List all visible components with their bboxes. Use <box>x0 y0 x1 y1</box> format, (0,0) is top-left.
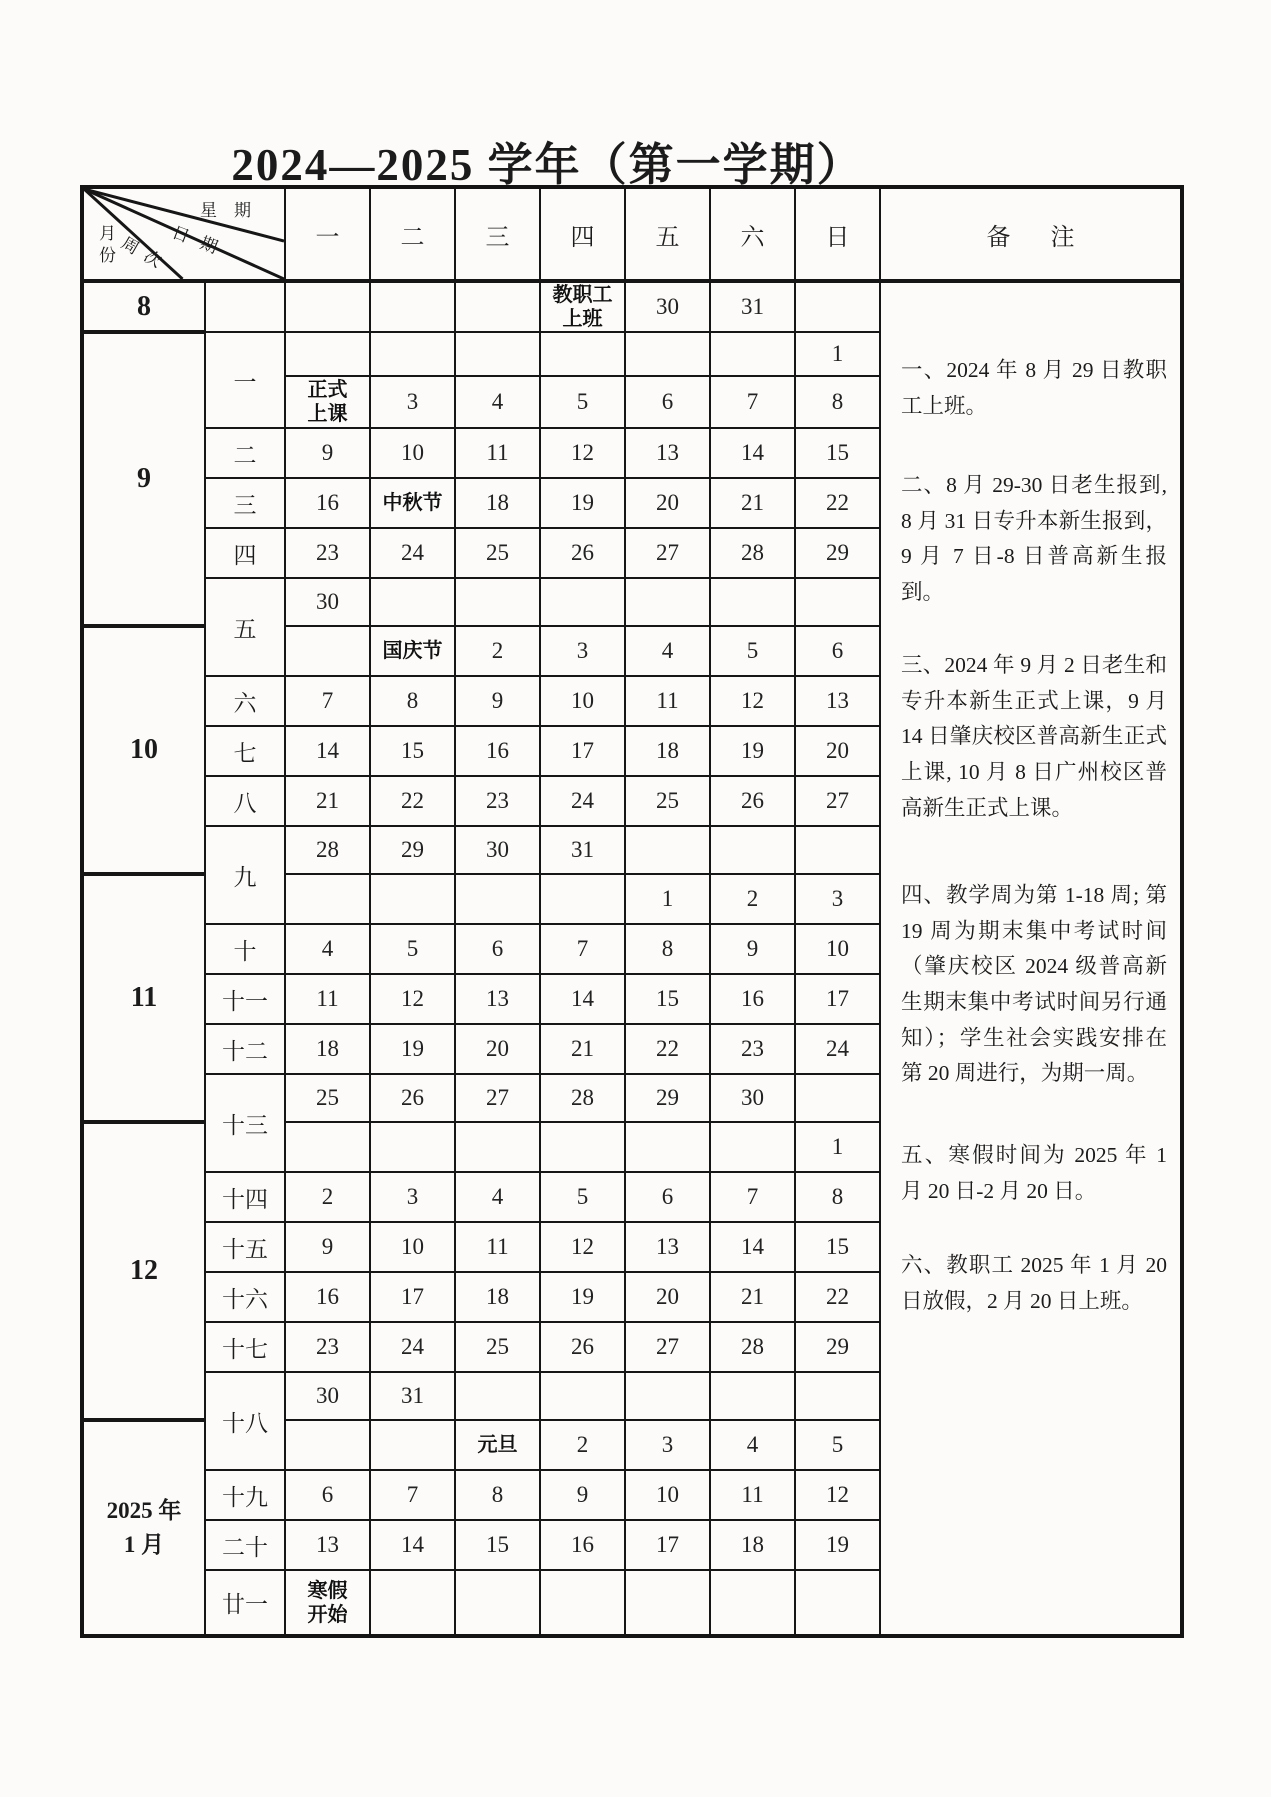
day-cell: 4 <box>710 1420 795 1470</box>
day-cell: 16 <box>540 1520 625 1570</box>
day-cell-empty <box>455 332 540 376</box>
day-cell-empty <box>455 1570 540 1636</box>
day-cell: 2 <box>710 874 795 924</box>
day-cell: 12 <box>540 1222 625 1272</box>
day-cell: 23 <box>710 1024 795 1074</box>
day-cell: 13 <box>285 1520 370 1570</box>
corner-label-date: 日期 <box>169 222 233 262</box>
day-cell: 17 <box>625 1520 710 1570</box>
corner-label-weekday: 星期 <box>200 201 268 220</box>
day-cell: 18 <box>710 1520 795 1570</box>
day-cell: 6 <box>285 1470 370 1520</box>
day-cell: 2 <box>540 1420 625 1470</box>
day-cell: 19 <box>540 478 625 528</box>
remarks-cell <box>880 281 1182 1636</box>
day-cell: 24 <box>540 776 625 826</box>
day-cell-empty <box>455 874 540 924</box>
week-number-label: 十一 <box>205 974 285 1024</box>
day-cell-empty <box>455 1122 540 1172</box>
day-cell: 8 <box>370 676 455 726</box>
day-cell: 7 <box>710 1172 795 1222</box>
month-label: 8 <box>82 281 205 332</box>
day-cell: 26 <box>540 1322 625 1372</box>
day-cell: 15 <box>795 1222 880 1272</box>
day-cell: 30 <box>285 578 370 626</box>
day-cell: 1 <box>795 332 880 376</box>
week-number-label: 十八 <box>205 1372 285 1470</box>
day-cell: 27 <box>625 528 710 578</box>
remark-item: 三、2024 年 9 月 2 日老生和专升本新生正式上课，9 月 14 日肇庆校区普高新生正式上课, 10 月 8 日广州校区普高新生正式上课。 <box>901 653 1167 820</box>
week-number-label: 十六 <box>205 1272 285 1322</box>
remark-item: 四、教学周为第 1-18 周; 第 19 周为期末集中考试时间（肇庆校区 2024 级普高新生期末集中考试时间另行通知）；学生社会实践安排在第 20 周进行，为期一周。 <box>901 883 1167 1086</box>
day-cell: 22 <box>795 478 880 528</box>
month-label: 2025 年 1 月 <box>82 1420 205 1636</box>
day-cell: 16 <box>285 1272 370 1322</box>
day-cell: 11 <box>285 974 370 1024</box>
day-cell: 9 <box>285 1222 370 1272</box>
day-cell-empty <box>285 332 370 376</box>
day-cell-empty <box>455 281 540 332</box>
day-cell: 10 <box>625 1470 710 1520</box>
day-cell: 11 <box>455 428 540 478</box>
day-cell-empty <box>795 578 880 626</box>
day-cell: 10 <box>370 1222 455 1272</box>
day-cell: 24 <box>370 1322 455 1372</box>
day-cell: 5 <box>540 1172 625 1222</box>
day-cell: 28 <box>540 1074 625 1122</box>
day-cell: 25 <box>455 528 540 578</box>
day-cell-empty <box>710 578 795 626</box>
week-number-label: 七 <box>205 726 285 776</box>
day-cell-empty <box>285 1122 370 1172</box>
day-cell: 10 <box>540 676 625 726</box>
day-cell: 中秋节 <box>370 478 455 528</box>
week-number-label: 二 <box>205 428 285 478</box>
day-cell-empty <box>795 1372 880 1420</box>
day-cell: 4 <box>455 1172 540 1222</box>
day-cell: 5 <box>795 1420 880 1470</box>
day-cell: 12 <box>710 676 795 726</box>
calendar-week-row <box>82 281 1182 332</box>
day-cell: 7 <box>285 676 370 726</box>
day-header-sat: 六 <box>710 187 795 281</box>
day-cell-empty <box>370 1420 455 1470</box>
corner-label-weekno: 周次 <box>118 233 173 276</box>
week-number-label: 六 <box>205 676 285 726</box>
day-cell: 30 <box>285 1372 370 1420</box>
day-cell-empty <box>370 874 455 924</box>
day-cell: 寒假 开始 <box>285 1570 370 1636</box>
day-cell-empty <box>625 332 710 376</box>
day-header-mon: 一 <box>285 187 370 281</box>
day-cell-empty <box>625 1372 710 1420</box>
remark-item: 五、寒假时间为 2025 年 1 月 20 日-2 月 20 日。 <box>901 1143 1167 1203</box>
day-cell: 3 <box>370 1172 455 1222</box>
day-cell-empty <box>540 874 625 924</box>
day-cell: 12 <box>795 1470 880 1520</box>
day-cell: 6 <box>625 376 710 428</box>
day-cell: 16 <box>455 726 540 776</box>
day-cell: 9 <box>285 428 370 478</box>
day-cell-empty <box>540 1372 625 1420</box>
day-cell: 20 <box>795 726 880 776</box>
day-cell-empty <box>710 826 795 874</box>
day-cell: 17 <box>795 974 880 1024</box>
week-number-label: 十九 <box>205 1470 285 1520</box>
day-cell: 21 <box>710 1272 795 1322</box>
day-cell: 19 <box>540 1272 625 1322</box>
day-cell: 5 <box>540 376 625 428</box>
month-label: 11 <box>82 874 205 1122</box>
day-cell: 3 <box>370 376 455 428</box>
day-cell-empty <box>370 281 455 332</box>
day-cell: 18 <box>625 726 710 776</box>
day-cell: 10 <box>795 924 880 974</box>
day-cell: 1 <box>625 874 710 924</box>
week-number-label: 五 <box>205 578 285 676</box>
day-cell-empty <box>625 1122 710 1172</box>
day-cell: 21 <box>285 776 370 826</box>
day-cell: 8 <box>795 376 880 428</box>
day-cell-empty <box>455 578 540 626</box>
day-cell: 23 <box>285 528 370 578</box>
day-cell: 20 <box>455 1024 540 1074</box>
day-cell: 17 <box>370 1272 455 1322</box>
day-cell: 元旦 <box>455 1420 540 1470</box>
day-cell: 31 <box>370 1372 455 1420</box>
day-cell: 14 <box>710 428 795 478</box>
week-number-label: 三 <box>205 478 285 528</box>
day-cell: 19 <box>710 726 795 776</box>
day-cell: 18 <box>455 478 540 528</box>
month-label: 9 <box>82 332 205 626</box>
day-cell: 29 <box>795 1322 880 1372</box>
day-cell: 2 <box>285 1172 370 1222</box>
day-cell: 2 <box>455 626 540 676</box>
day-header-fri: 五 <box>625 187 710 281</box>
day-cell-empty <box>370 332 455 376</box>
day-cell: 19 <box>370 1024 455 1074</box>
month-label: 10 <box>82 626 205 874</box>
day-cell: 15 <box>455 1520 540 1570</box>
day-cell: 10 <box>370 428 455 478</box>
day-cell: 25 <box>455 1322 540 1372</box>
day-cell: 30 <box>710 1074 795 1122</box>
day-cell: 4 <box>625 626 710 676</box>
day-cell: 7 <box>540 924 625 974</box>
week-number-label: 十七 <box>205 1322 285 1372</box>
day-header-thu: 四 <box>540 187 625 281</box>
day-cell-empty <box>710 1570 795 1636</box>
day-cell: 24 <box>795 1024 880 1074</box>
day-cell-empty <box>285 874 370 924</box>
day-cell-empty <box>540 332 625 376</box>
academic-calendar-table <box>80 185 1184 1638</box>
page-title: 2024—2025 学年（第一学期） <box>231 140 864 190</box>
day-cell: 15 <box>370 726 455 776</box>
day-cell: 8 <box>625 924 710 974</box>
day-cell: 25 <box>625 776 710 826</box>
day-cell: 9 <box>455 676 540 726</box>
week-number-label: 九 <box>205 826 285 924</box>
day-cell: 3 <box>795 874 880 924</box>
day-cell: 13 <box>455 974 540 1024</box>
day-cell: 4 <box>455 376 540 428</box>
day-cell: 18 <box>455 1272 540 1322</box>
day-cell: 18 <box>285 1024 370 1074</box>
day-cell: 22 <box>625 1024 710 1074</box>
week-number-label: 八 <box>205 776 285 826</box>
day-header-tue: 二 <box>370 187 455 281</box>
week-number-label: 十 <box>205 924 285 974</box>
day-cell: 22 <box>370 776 455 826</box>
day-cell-empty <box>370 1570 455 1636</box>
day-cell: 3 <box>625 1420 710 1470</box>
day-cell: 14 <box>285 726 370 776</box>
day-cell-empty <box>625 826 710 874</box>
day-cell: 24 <box>370 528 455 578</box>
day-header-wed: 三 <box>455 187 540 281</box>
day-cell-empty <box>625 1570 710 1636</box>
day-cell: 19 <box>795 1520 880 1570</box>
day-cell-empty <box>795 281 880 332</box>
day-cell: 30 <box>455 826 540 874</box>
week-number-label: 一 <box>205 332 285 428</box>
day-cell: 12 <box>540 428 625 478</box>
week-number-label: 二十 <box>205 1520 285 1570</box>
day-cell: 国庆节 <box>370 626 455 676</box>
day-cell-empty <box>710 332 795 376</box>
corner-label-month: 月份 <box>96 224 115 268</box>
day-cell-empty <box>540 1122 625 1172</box>
day-cell: 15 <box>795 428 880 478</box>
day-cell: 3 <box>540 626 625 676</box>
remark-item: 二、8 月 29-30 日老生报到, 8 月 31 日专升本新生报到，9 月 7 日-8 日普高新生报到。 <box>901 473 1167 605</box>
day-cell: 27 <box>455 1074 540 1122</box>
day-cell: 15 <box>625 974 710 1024</box>
day-cell: 14 <box>370 1520 455 1570</box>
header-row <box>82 187 1182 281</box>
day-cell: 25 <box>285 1074 370 1122</box>
day-cell: 26 <box>540 528 625 578</box>
day-cell-empty <box>540 1570 625 1636</box>
day-cell: 6 <box>455 924 540 974</box>
day-cell: 9 <box>540 1470 625 1520</box>
day-cell-empty <box>795 826 880 874</box>
day-cell-empty <box>285 281 370 332</box>
day-cell-empty <box>285 1420 370 1470</box>
day-cell-empty <box>795 1570 880 1636</box>
day-cell: 22 <box>795 1272 880 1322</box>
month-label: 12 <box>82 1122 205 1420</box>
day-cell: 23 <box>455 776 540 826</box>
day-cell: 20 <box>625 478 710 528</box>
day-cell: 28 <box>285 826 370 874</box>
day-cell: 16 <box>285 478 370 528</box>
day-cell: 11 <box>455 1222 540 1272</box>
day-cell-empty <box>710 1122 795 1172</box>
day-cell-empty <box>625 578 710 626</box>
day-cell: 9 <box>710 924 795 974</box>
day-cell: 17 <box>540 726 625 776</box>
day-cell: 6 <box>795 626 880 676</box>
day-cell-empty <box>370 1122 455 1172</box>
day-cell: 1 <box>795 1122 880 1172</box>
day-cell: 7 <box>710 376 795 428</box>
day-cell: 7 <box>370 1470 455 1520</box>
day-cell-empty <box>370 578 455 626</box>
remark-item: 六、教职工 2025 年 1 月 20 日放假，2 月 20 日上班。 <box>901 1253 1167 1313</box>
day-cell: 正式 上课 <box>285 376 370 428</box>
week-number-label: 十五 <box>205 1222 285 1272</box>
day-cell: 教职工 上班 <box>540 281 625 332</box>
day-cell: 14 <box>540 974 625 1024</box>
week-number-label: 十四 <box>205 1172 285 1222</box>
day-cell: 31 <box>710 281 795 332</box>
day-cell-empty <box>285 626 370 676</box>
day-cell: 12 <box>370 974 455 1024</box>
week-number-label: 十三 <box>205 1074 285 1172</box>
day-cell: 26 <box>370 1074 455 1122</box>
day-cell: 11 <box>710 1470 795 1520</box>
day-cell: 27 <box>625 1322 710 1372</box>
day-cell: 29 <box>625 1074 710 1122</box>
day-cell: 14 <box>710 1222 795 1272</box>
day-cell: 5 <box>370 924 455 974</box>
day-cell: 30 <box>625 281 710 332</box>
day-cell: 23 <box>285 1322 370 1372</box>
day-cell: 16 <box>710 974 795 1024</box>
day-cell: 29 <box>795 528 880 578</box>
day-cell: 4 <box>285 924 370 974</box>
day-cell-empty <box>795 1074 880 1122</box>
remark-item: 一、2024 年 8 月 29 日教职工上班。 <box>901 358 1167 418</box>
corner-cell <box>82 187 285 281</box>
day-cell: 13 <box>625 1222 710 1272</box>
day-cell: 26 <box>710 776 795 826</box>
day-cell: 20 <box>625 1272 710 1322</box>
week-number-label: 四 <box>205 528 285 578</box>
day-cell: 5 <box>710 626 795 676</box>
day-cell: 29 <box>370 826 455 874</box>
day-cell: 31 <box>540 826 625 874</box>
day-cell: 8 <box>455 1470 540 1520</box>
day-cell: 11 <box>625 676 710 726</box>
day-cell: 13 <box>795 676 880 726</box>
day-cell: 13 <box>625 428 710 478</box>
day-cell: 6 <box>625 1172 710 1222</box>
day-cell: 21 <box>540 1024 625 1074</box>
day-header-sun: 日 <box>795 187 880 281</box>
day-cell: 28 <box>710 1322 795 1372</box>
day-cell: 8 <box>795 1172 880 1222</box>
day-cell: 21 <box>710 478 795 528</box>
day-cell-empty <box>455 1372 540 1420</box>
week-number-label: 廿一 <box>205 1570 285 1636</box>
day-cell: 28 <box>710 528 795 578</box>
day-cell-empty <box>540 578 625 626</box>
day-cell: 27 <box>795 776 880 826</box>
remarks-header: 备注 <box>880 187 1182 281</box>
day-cell-empty <box>710 1372 795 1420</box>
week-number-label <box>205 281 285 332</box>
week-number-label: 十二 <box>205 1024 285 1074</box>
